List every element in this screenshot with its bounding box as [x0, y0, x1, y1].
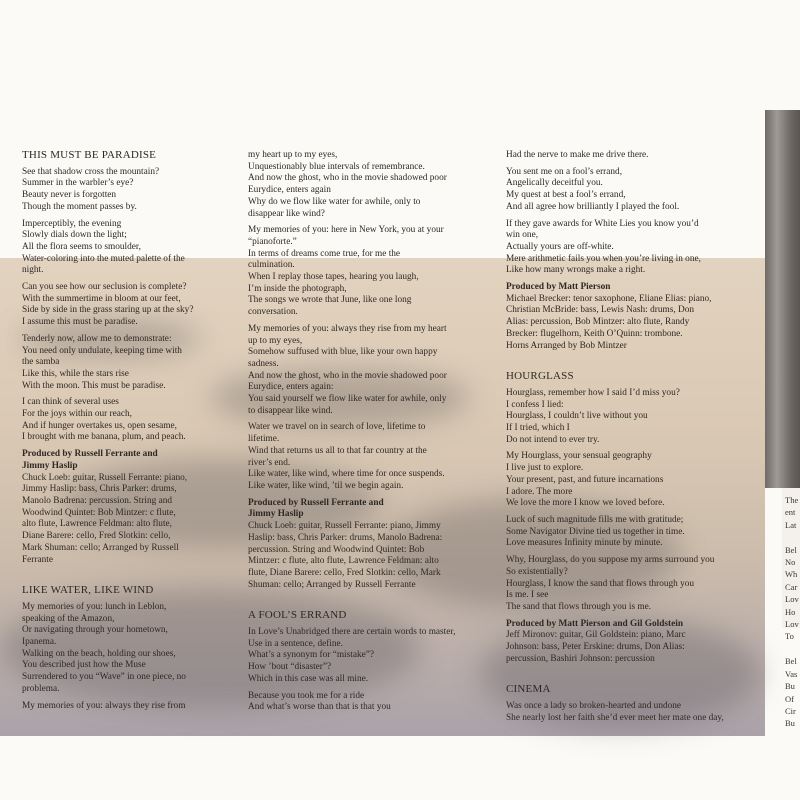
text-line: Diane Barere: cello, Fred Slotkin: cello,: [22, 531, 171, 542]
text-line: Had the nerve to make me drive there.: [506, 150, 649, 160]
song-title: LIKE WATER, LIKE WIND: [22, 584, 154, 597]
edge-text-fragment: Cir: [785, 705, 796, 716]
edge-text-fragment: Bel: [785, 656, 797, 667]
text-line: You said yourself we flow like water for awhile, only: [248, 394, 447, 405]
text-line: Walking on the beach, holding our shoes,: [22, 648, 176, 659]
text-line: My memories of you: lunch in Leblon,: [22, 601, 167, 612]
credits-text: [248, 521, 486, 591]
text-line: Imperceptibly, the evening: [22, 218, 122, 229]
text-line: Brecker: flugelhorn, Keith O’Quinn: trombone.: [506, 328, 683, 339]
text-line: culmination.: [248, 260, 295, 271]
text-line: speaking of the Amazon,: [22, 613, 115, 624]
text-line: Like this, while the stars rise: [22, 368, 129, 379]
text-line: Shuman: cello; Arranged by Russell Ferrante: [248, 579, 416, 590]
column-2: [248, 150, 486, 719]
text-line: My memories of you: here in New York, you at your: [248, 225, 444, 236]
lyrics-stanza: [248, 150, 486, 220]
credits-text: [22, 473, 230, 567]
text-line: You sent me on a fool’s errand,: [506, 166, 623, 177]
text-line: The songs we wrote that June, like one long: [248, 295, 412, 306]
text-line: sadness.: [248, 358, 279, 369]
lyrics-stanza: [22, 167, 230, 214]
text-line: Though the moment passes by.: [22, 201, 137, 212]
text-line: win one,: [506, 230, 539, 241]
lyrics-stanza: [248, 627, 486, 686]
credits-text: [506, 630, 748, 665]
text-line: Unquestionably blue intervals of remembrance.: [248, 161, 425, 172]
credits-heading: [506, 282, 748, 294]
edge-text-fragment: Of: [785, 693, 794, 704]
credits-text: [506, 294, 748, 353]
lyrics-stanza: [22, 282, 230, 329]
text-line: Johnson: bass, Peter Erskine: drums, Don Alias:: [506, 642, 685, 653]
text-line: problema.: [22, 683, 60, 694]
text-line: Which in this case was all mine.: [248, 673, 369, 684]
text-line: Mere arithmetic fails you when you’re living in one,: [506, 253, 701, 264]
text-line: Do not intend to ever try.: [506, 434, 600, 445]
lyrics-stanza: [506, 167, 748, 214]
text-line: I live just to explore.: [506, 463, 584, 474]
edge-text-fragment: Wh: [785, 569, 798, 580]
text-line: What’s a synonym for “mistake”?: [248, 650, 374, 661]
text-line: Mintzer: c flute, alto flute, Lawrence Feldman: alto: [248, 556, 439, 567]
song-title: CINEMA: [506, 683, 551, 696]
text-line: Produced by Russell Ferrante and: [22, 449, 158, 460]
text-line: How ’bout “disaster”?: [248, 662, 332, 673]
text-line: Like water, like wind, ’til we begin again.: [248, 480, 404, 491]
text-line: Jimmy Haslip: bass, Chris Parker: drums,: [22, 484, 177, 495]
credits-heading: [248, 498, 486, 521]
text-line: Ipanema.: [22, 637, 57, 648]
text-line: flute, Diane Barere: cello, Fred Slotkin: cello, Mark: [248, 567, 441, 578]
lyrics-stanza: [22, 219, 230, 278]
text-line: Or navigating through your hometown,: [22, 625, 168, 636]
text-line: disappear like wind?: [248, 208, 325, 219]
text-line: Because you took me for a ride: [248, 690, 365, 701]
column-3: [506, 150, 748, 730]
text-line: lifetime.: [248, 434, 280, 445]
text-line: Produced by Russell Ferrante and: [248, 497, 384, 508]
text-line: Produced by Matt Pierson and Gil Goldstein: [506, 618, 683, 629]
song-title: A FOOL’S ERRAND: [248, 609, 347, 622]
lyrics-stanza: [22, 602, 230, 696]
text-line: Ferrante: [22, 554, 53, 565]
column-1: [22, 150, 230, 717]
credits-heading: [22, 449, 230, 472]
text-line: Mark Shuman: cello; Arranged by Russell: [22, 542, 179, 553]
text-line: Angelically deceitful you.: [506, 178, 603, 189]
lyrics-stanza: [506, 451, 748, 510]
text-line: Like how many wrongs make a right.: [506, 265, 646, 276]
text-line: See that shadow cross the mountain?: [22, 166, 160, 177]
text-line: In terms of dreams come true, for me the: [248, 248, 401, 259]
text-line: Like water, like wind, where time for once suspends.: [248, 469, 445, 480]
edge-text-fragment: Vas: [785, 668, 798, 679]
text-line: Jimmy Haslip: [22, 460, 78, 471]
text-line: The sand that flows through you is me.: [506, 601, 652, 612]
text-line: Side by side in the grass staring up at the sky?: [22, 305, 194, 316]
text-line: You described just how the Muse: [22, 660, 146, 671]
lyrics-stanza: [506, 515, 748, 550]
song-title: HOURGLASS: [506, 370, 574, 383]
text-line: Jeff Mironov: guitar, Gil Goldstein: piano, Marc: [506, 630, 686, 641]
edge-text-fragment: No: [785, 557, 796, 568]
text-line: In Love’s Unabridged there are certain words to master,: [248, 627, 456, 638]
text-line: Love measures Infinity minute by minute.: [506, 538, 663, 549]
cropped-next-page-text: [785, 494, 800, 730]
text-line: Horns Arranged by Bob Mintzer: [506, 340, 627, 351]
text-line: I’m inside the photograph,: [248, 283, 347, 294]
edge-text-fragment: To: [785, 631, 794, 642]
text-line: We love the more I know we loved before.: [506, 498, 665, 509]
text-line: Wind that returns us all to that far country at the: [248, 445, 427, 456]
text-line: My memories of you: always they rise from: [22, 700, 186, 711]
text-line: Chuck Loeb: guitar, Russell Ferrante: piano, Jimmy: [248, 521, 441, 532]
lyrics-stanza: [248, 422, 486, 492]
text-line: Hourglass, I couldn’t live without you: [506, 411, 648, 422]
text-line: Eurydice, enters again: [248, 185, 331, 196]
text-line: You need only undulate, keeping time with: [22, 345, 182, 356]
lyrics-stanza: [506, 555, 748, 614]
lyrics-stanza: [506, 701, 748, 724]
lyrics-stanza: [506, 219, 748, 278]
text-line: With the moon. This must be paradise.: [22, 380, 166, 391]
text-line: Beauty never is forgotten: [22, 190, 117, 201]
text-line: Slowly dials down the light;: [22, 230, 127, 241]
text-line: Water we travel on in search of love, lifetime to: [248, 422, 426, 433]
side-photo: [765, 110, 800, 488]
text-line: Why, Hourglass, do you suppose my arms surround you: [506, 555, 715, 566]
text-line: I confess I lied:: [506, 399, 564, 410]
text-line: to disappear like wind.: [248, 405, 333, 416]
text-line: I can think of several uses: [22, 397, 119, 408]
text-line: Haslip: bass, Chris Parker: drums, Manolo Badrena:: [248, 532, 443, 543]
text-line: My memories of you: always they rise from my heart: [248, 323, 447, 334]
text-line: She nearly lost her faith she’d ever meet her mate one day,: [506, 712, 724, 723]
text-line: Jimmy Haslip: [248, 509, 304, 520]
text-line: And if hunger overtakes us, open sesame,: [22, 420, 177, 431]
text-line: Was once a lady so broken-hearted and undone: [506, 701, 682, 712]
edge-text-fragment: [785, 531, 800, 543]
edge-text-fragment: Ho: [785, 606, 796, 617]
text-line: And now the ghost, who in the movie shadowed poor: [248, 370, 447, 381]
edge-text-fragment: [785, 643, 800, 655]
lyrics-stanza: [22, 397, 230, 444]
text-line: And all agree how brilliantly I played the fool.: [506, 201, 680, 212]
text-line: Some Navigator Divine tied us together in time.: [506, 526, 685, 537]
lyrics-stanza: [248, 691, 486, 714]
text-line: Christian McBride: bass, Lewis Nash: drums, Don: [506, 305, 694, 316]
text-line: Manolo Badrena: percussion. String and: [22, 495, 173, 506]
text-line: percussion. String and Woodwind Quintet: Bob: [248, 544, 425, 555]
text-line: My Hourglass, your sensual geography: [506, 451, 652, 462]
lyrics-stanza: [248, 225, 486, 319]
text-line: With the summertime in bloom at our feet,: [22, 293, 181, 304]
text-line: Produced by Matt Pierson: [506, 282, 611, 293]
text-line: Hourglass, I know the sand that flows through you: [506, 578, 695, 589]
text-line: I adore. The more: [506, 486, 573, 497]
credits-heading: [506, 619, 748, 631]
text-line: Eurydice, enters again:: [248, 382, 334, 393]
text-line: Your present, past, and future incarnations: [506, 474, 664, 485]
text-line: Water-coloring into the muted palette of the: [22, 253, 185, 264]
text-line: night.: [22, 265, 44, 276]
text-line: percussion, Bashiri Johnson: percussion: [506, 653, 655, 664]
text-line: So existentially?: [506, 566, 568, 577]
text-line: conversation.: [248, 307, 298, 318]
edge-text-fragment: Bel: [785, 544, 797, 555]
edge-text-fragment: Car: [785, 581, 798, 592]
text-line: Alias: percussion, Bob Mintzer: alto flute, Randy: [506, 317, 690, 328]
text-line: I assume this must be paradise.: [22, 317, 138, 328]
text-line: Woodwind Quintet: Bob Mintzer: c flute,: [22, 507, 176, 518]
text-line: up to my eyes,: [248, 335, 303, 346]
edge-text-fragment: The: [785, 495, 799, 505]
edge-text-fragment: Lov: [785, 619, 799, 630]
lyrics-stanza: [248, 324, 486, 418]
text-line: If they gave awards for White Lies you know you’d: [506, 218, 699, 229]
edge-text-fragment: ent: [785, 507, 796, 518]
edge-text-fragment: Lat: [785, 519, 797, 530]
text-line: Chuck Loeb: guitar, Russell Ferrante: piano,: [22, 472, 188, 483]
text-line: “pianoforte.”: [248, 236, 297, 247]
text-line: alto flute, Lawrence Feldman: alto flute,: [22, 519, 172, 530]
text-line: And what’s worse than that is that you: [248, 702, 391, 713]
text-line: And now the ghost, who in the movie shadowed poor: [248, 173, 447, 184]
lyrics-stanza: [506, 150, 748, 162]
edge-text-fragment: Lov: [785, 594, 799, 605]
text-line: All the flora seems to smoulder,: [22, 241, 141, 252]
text-line: Actually yours are off-white.: [506, 241, 614, 252]
text-line: the samba: [22, 357, 60, 368]
text-line: Is me. I see: [506, 590, 549, 601]
text-line: If I tried, which I: [506, 423, 570, 434]
text-line: Can you see how our seclusion is complete?: [22, 282, 187, 293]
text-line: Michael Brecker: tenor saxophone, Eliane Elias: piano,: [506, 293, 712, 304]
text-line: My quest at best a fool’s errand,: [506, 190, 626, 201]
lyrics-stanza: [22, 334, 230, 393]
lyrics-stanza: [506, 388, 748, 447]
text-line: my heart up to my eyes,: [248, 150, 338, 160]
text-line: When I replay those tapes, hearing you laugh,: [248, 272, 419, 283]
text-line: river’s end.: [248, 457, 291, 468]
lyrics-stanza: [22, 701, 230, 713]
text-line: Surrendered to you “Wave” in one piece, no: [22, 672, 186, 683]
text-line: Hourglass, remember how I said I’d miss you?: [506, 387, 680, 398]
song-title: THIS MUST BE PARADISE: [22, 149, 157, 161]
text-line: Why do we flow like water for awhile, only to: [248, 196, 421, 207]
edge-text-fragment: Bu: [785, 681, 795, 692]
text-line: For the joys within our reach,: [22, 409, 132, 420]
text-line: Tenderly now, allow me to demonstrate:: [22, 333, 172, 344]
text-line: Summer in the warbler’s eye?: [22, 178, 134, 189]
edge-text-fragment: Bu: [785, 718, 795, 729]
text-line: I brought with me banana, plum, and peach.: [22, 432, 186, 443]
text-line: Somehow suffused with blue, like your own happy: [248, 347, 438, 358]
text-line: Luck of such magnitude fills me with gratitude;: [506, 514, 684, 525]
text-line: Use in a sentence, define.: [248, 638, 343, 649]
